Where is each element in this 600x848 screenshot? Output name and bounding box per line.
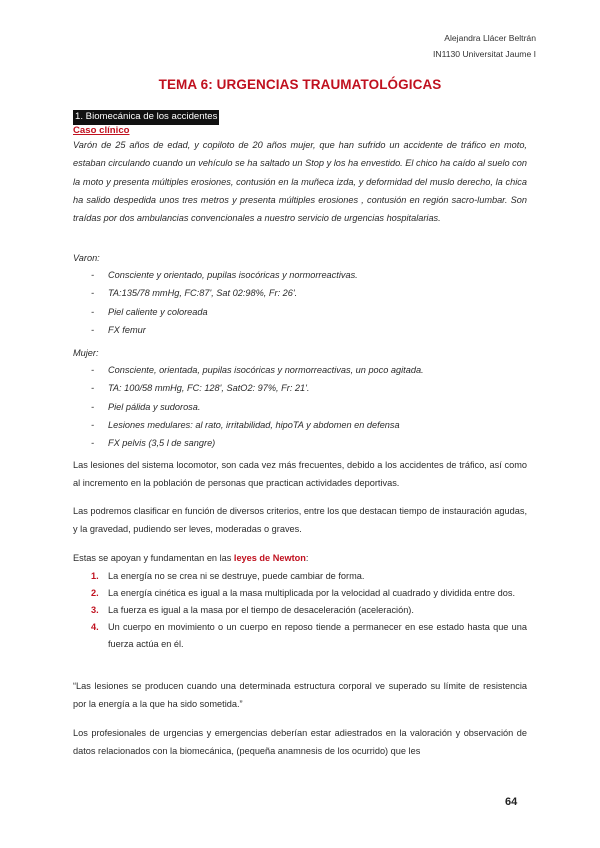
list-item-text: Consciente y orientado, pupilas isocóricas y normorreactivas. bbox=[108, 270, 358, 280]
list-item bbox=[91, 284, 358, 302]
list-item-text: FX femur bbox=[108, 324, 146, 335]
bullet-dash: - bbox=[91, 383, 95, 394]
list-item bbox=[91, 398, 424, 416]
list-item-text: La energía cinética es igual a la masa multiplicada por la velocidad al cuadrado y dividida entre dos. bbox=[108, 588, 516, 598]
list-item-text: Piel caliente y coloreada bbox=[108, 306, 208, 317]
list-item bbox=[91, 379, 424, 397]
bullet-dash: - bbox=[91, 365, 95, 375]
list-item bbox=[91, 434, 424, 452]
list-number: 4. bbox=[91, 622, 99, 632]
header-author: Alejandra Llácer Beltrán bbox=[444, 33, 536, 43]
list-item-text: TA:135/78 mmHg, FC:87', Sat 02:98%, Fr: 26'. bbox=[108, 288, 298, 299]
list-item bbox=[91, 303, 358, 321]
quote-paragraph: “Las lesiones se producen cuando una determinada estructura corporal ve superado su límite de resistencia por la energía a la que ha sido sometida.” bbox=[73, 681, 527, 710]
bullet-dash: - bbox=[91, 438, 95, 449]
newton-laws-list bbox=[91, 568, 527, 653]
list-item bbox=[91, 321, 358, 339]
page-number: 64 bbox=[505, 796, 518, 808]
male-label: Varon: bbox=[73, 253, 100, 263]
list-item-text: La energía no se crea ni se destruye, puede cambiar de forma. bbox=[108, 571, 365, 581]
female-findings-list bbox=[91, 361, 424, 452]
list-number: 3. bbox=[91, 605, 99, 615]
male-findings-list bbox=[91, 266, 358, 339]
list-item bbox=[91, 602, 527, 619]
bullet-dash: - bbox=[91, 270, 95, 280]
list-item-text: FX pelvis (3,5 l de sangre) bbox=[108, 438, 216, 449]
list-item bbox=[91, 585, 527, 602]
paragraph-classification: Las podremos clasificar en función de diversos criterios, entre los que destacan tiempo de instauración agudas, y la gravedad, pudiendo ser leves, moderadas o graves. bbox=[73, 506, 528, 535]
list-item bbox=[91, 266, 358, 284]
list-item bbox=[91, 568, 527, 585]
newton-intro-text: Estas se apoyan y fundamentan en las bbox=[73, 553, 234, 563]
paragraph-locomotor: Las lesiones del sistema locomotor, son cada vez más frecuentes, debido a los accidentes de tráfico, así como al incremento en la población de personas que practican actividades deportivas. bbox=[73, 460, 527, 489]
list-number: 2. bbox=[91, 588, 99, 598]
bullet-dash: - bbox=[91, 401, 95, 412]
bullet-dash: - bbox=[91, 306, 95, 317]
case-heading: Caso clínico bbox=[73, 125, 130, 136]
newton-intro bbox=[73, 549, 527, 567]
list-item-text: La fuerza es igual a la masa por el tiempo de desaceleración (aceleración). bbox=[108, 605, 414, 615]
list-item-text: Un cuerpo en movimiento o un cuerpo en reposo tiende a permanecer en ese estado hasta que una fuerza actúa en él. bbox=[108, 622, 527, 649]
section-heading: 1. Biomecánica de los accidentes bbox=[73, 110, 219, 125]
case-paragraph: Varón de 25 años de edad, y copiloto de 20 años mujer, que han sufrido un accidente de tráfico en moto, estaban circulando cuando un vehículo se ha saltado un Stop y los ha envestido. El chico ha caído al suelo con la moto y presenta múltiples erosiones, contusión en la muñeca izda, y deformidad del muslo derecho, la chica ha salido despedida unos tres metros y presenta múltiples erosiones , contusión en región sacro-lumbar. Son traídas por dos ambulancias convencionales a nuestro servicio de urgencias hospitalarias. bbox=[73, 140, 527, 224]
list-number: 1. bbox=[91, 571, 99, 581]
page-title: TEMA 6: URGENCIAS TRAUMATOLÓGICAS bbox=[158, 77, 442, 92]
bullet-dash: - bbox=[91, 288, 95, 299]
newton-colon: : bbox=[305, 553, 309, 563]
list-item-text: TA: 100/58 mmHg, FC: 128', SatO2: 97%, Fr: 21'. bbox=[108, 383, 310, 394]
list-item-text: Consciente, orientada, pupilas isocóricas y normorreactivas, un poco agitada. bbox=[108, 365, 424, 375]
list-item bbox=[91, 361, 424, 379]
list-item bbox=[91, 416, 424, 434]
bullet-dash: - bbox=[91, 324, 95, 335]
female-label: Mujer: bbox=[73, 348, 99, 358]
list-item-text: Lesiones medulares: al rato, irritabilidad, hipoTA y abdomen en defensa bbox=[108, 419, 400, 430]
bullet-dash: - bbox=[91, 419, 95, 430]
list-item bbox=[91, 619, 527, 653]
paragraph-professionals: Los profesionales de urgencias y emergencias deberían estar adiestrados en la valoración y observación de datos relacionados con la biomecánica, (pequeña anamnesis de los ocurrido) que les bbox=[73, 728, 527, 757]
list-item-text: Piel pálida y sudorosa. bbox=[108, 401, 201, 412]
header-course: IN1130 Universitat Jaume I bbox=[432, 49, 536, 59]
newton-laws-highlight: leyes de Newton bbox=[233, 553, 306, 563]
